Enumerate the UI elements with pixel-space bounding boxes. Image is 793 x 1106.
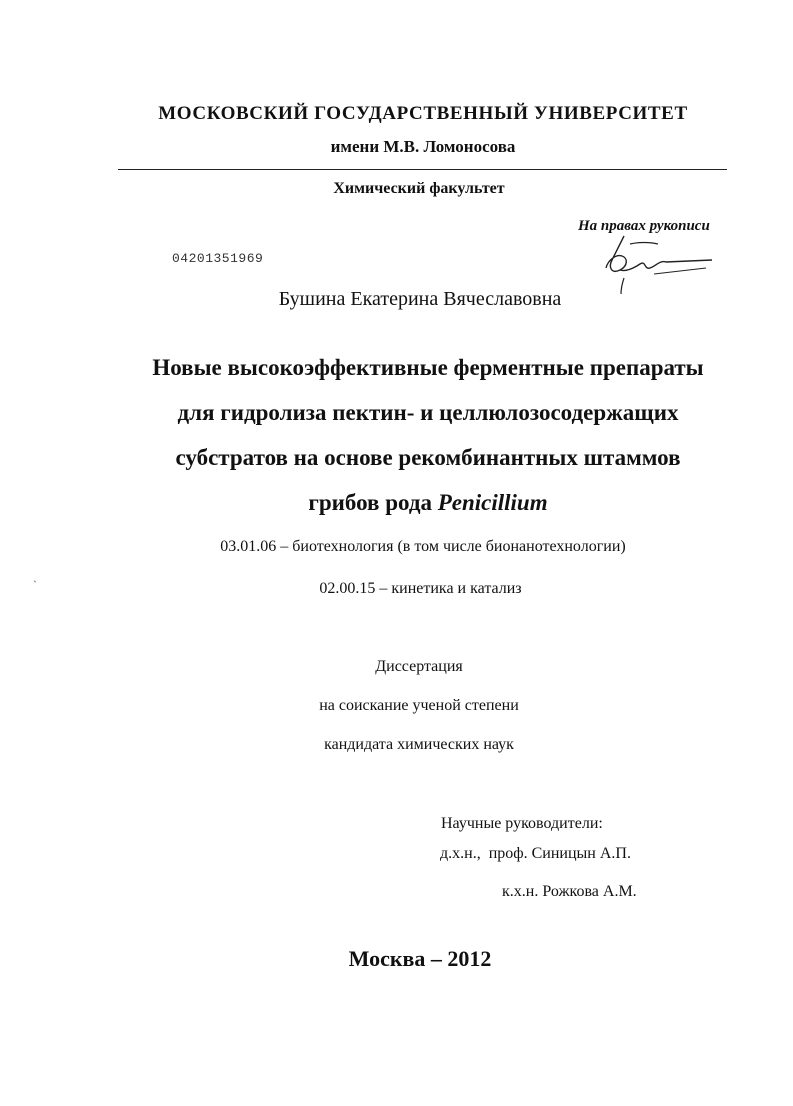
- scan-mark: ˏ: [33, 569, 37, 583]
- dissertation-title: [0, 345, 793, 525]
- document-number: 04201351969: [172, 251, 264, 266]
- title-line-4: [0, 480, 793, 525]
- title-line-3: субстратов на основе рекомбинантных штаммов: [175, 445, 681, 470]
- university-name: МОСКОВСКИЙ ГОСУДАРСТВЕННЫЙ УНИВЕРСИТЕТ: [158, 103, 688, 124]
- degree-name: кандидата химических наук: [324, 736, 514, 753]
- faculty-name: Химический факультет: [333, 180, 505, 197]
- genus-name: Penicillium: [437, 490, 548, 515]
- specialty-1: 03.01.06 – биотехнология (в том числе бионанотехнологии): [220, 538, 626, 555]
- author-name: Бушина Екатерина Вячеславовна: [278, 288, 562, 310]
- supervisors-label: Научные руководители:: [441, 815, 603, 832]
- specialty-2: 02.00.15 – кинетика и катализ: [319, 580, 522, 597]
- rights-note: На правах рукописи: [578, 218, 710, 234]
- title-line-2: для гидролиза пектин- и целлюлозосодержащих: [177, 400, 679, 425]
- university-named-after: имени М.В. Ломоносова: [330, 137, 516, 156]
- header-divider: [118, 169, 727, 170]
- signature-icon: [594, 230, 724, 296]
- title-line-4-text: грибов рода: [308, 490, 438, 515]
- title-line-1: Новые высокоэффективные ферментные препараты: [152, 355, 704, 380]
- degree-line: на соискание ученой степени: [319, 697, 519, 714]
- dissertation-label: Диссертация: [375, 658, 463, 675]
- supervisor-1: д.х.н., проф. Синицын А.П.: [440, 845, 631, 862]
- supervisor-2: к.х.н. Рожкова А.М.: [502, 883, 637, 900]
- city-year: Москва – 2012: [348, 946, 492, 971]
